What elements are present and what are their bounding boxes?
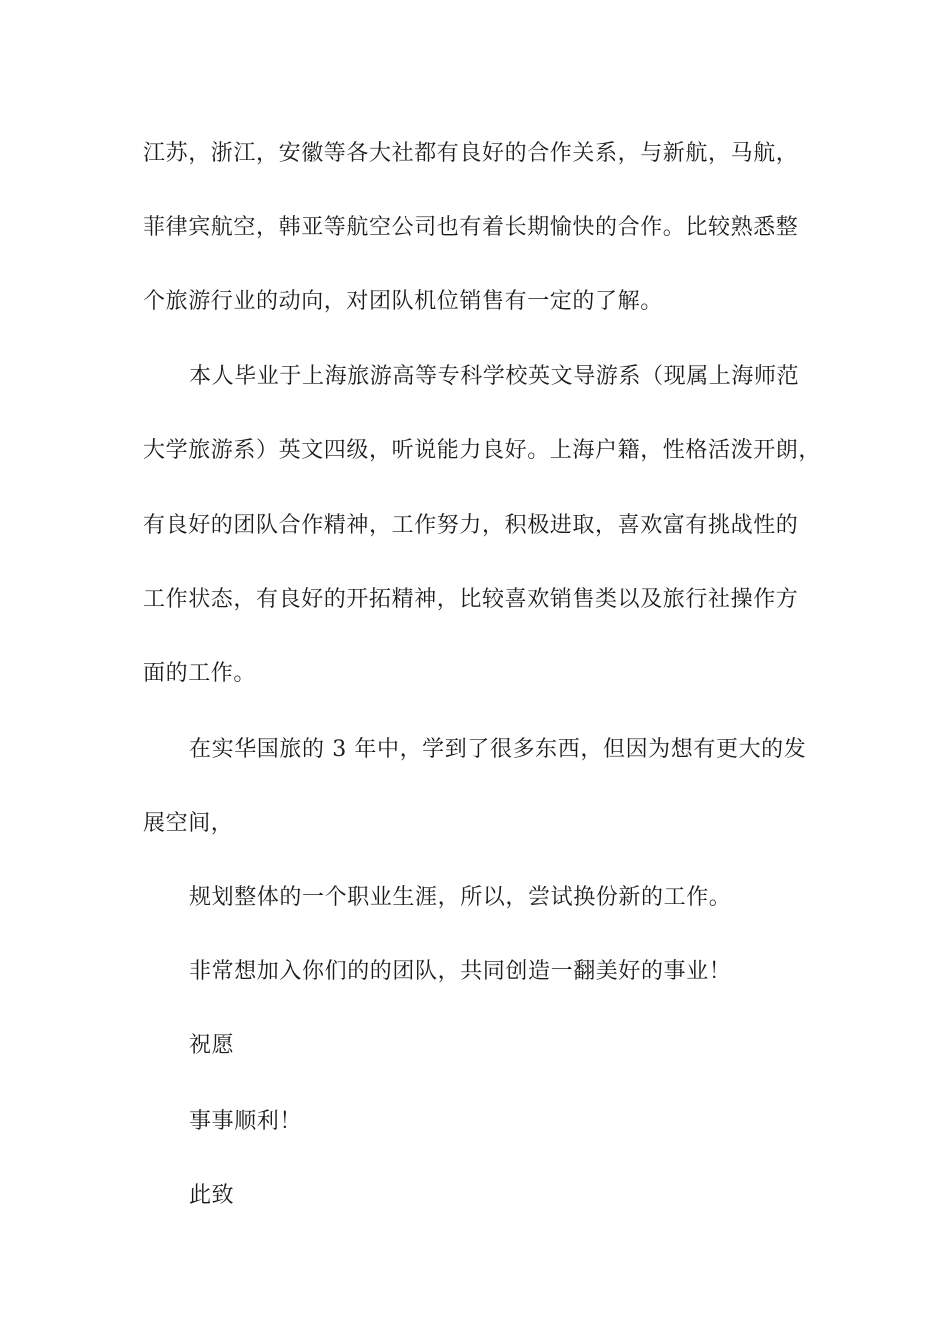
paragraph-line: 本人毕业于上海旅游高等专科学校英文导游系（现属上海师范 (189, 364, 800, 389)
paragraph-line: 个旅游行业的动向，对团队机位销售有一定的了解。 (143, 289, 663, 314)
paragraph-line: 有良好的团队合作精神，工作努力，积极进取，喜欢富有挑战性的 (143, 513, 799, 538)
paragraph-line: 在实华国旅的 3 年中，学到了很多东西，但因为想有更大的发 (189, 737, 807, 762)
closing-greeting: 事事顺利！ (189, 1109, 303, 1134)
closing-salutation: 此致 (189, 1183, 235, 1208)
paragraph-line: 江苏，浙江，安徽等各大社都有良好的合作关系，与新航，马航， (143, 141, 799, 166)
closing-wish: 祝愿 (189, 1033, 235, 1058)
paragraph-line: 面的工作。 (143, 661, 257, 686)
paragraph-line: 大学旅游系）英文四级，听说能力良好。上海户籍，性格活泼开朗， (143, 438, 822, 463)
paragraph-line: 菲律宾航空，韩亚等航空公司也有着长期愉快的合作。比较熟悉整 (143, 215, 799, 240)
paragraph-line: 非常想加入你们的的团队，共同创造一翻美好的事业！ (189, 959, 732, 984)
paragraph-line: 规划整体的一个职业生涯，所以，尝试换份新的工作。 (189, 885, 732, 910)
paragraph-line: 展空间， (143, 811, 234, 836)
paragraph-line: 工作状态，有良好的开拓精神，比较喜欢销售类以及旅行社操作方 (143, 587, 799, 612)
